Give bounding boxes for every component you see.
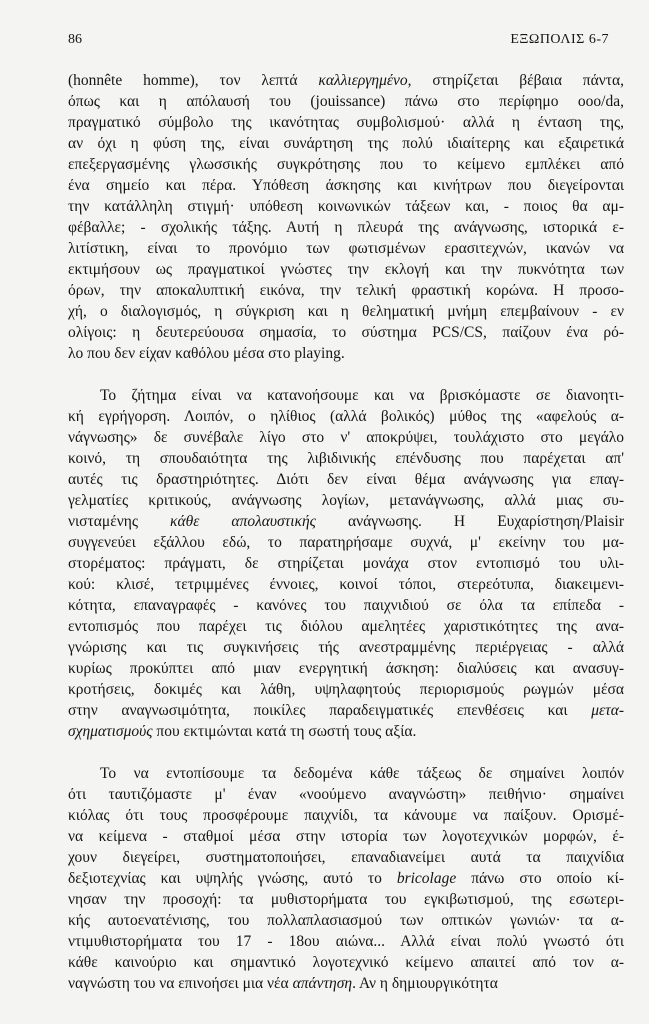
text-run: χή, ο διαλογισμός, η σύγκριση και η θεληματική μνήμη επεμβαίνουν - εν (68, 303, 624, 320)
text-run: να κείμενα - σταθμοί μέσα στην ιστορία των λογοτεχνικών μορφών, έ- (68, 828, 624, 845)
text-run: όπως και η απόλαυσή του (jouissance) πάνω στο περίφημο ooo/da, (68, 93, 624, 110)
text-line (68, 553, 624, 574)
text-run: γνώρισης και τις συγκινήσεις τής ανεστραμμένης περιέργειας - αλλά (68, 639, 624, 656)
text-run: επεξεργασμένης γλωσσικής συγκρότησης που το κείμενο εμπλέκει από (68, 156, 624, 173)
text-run: την κατάλληλη στιγμή· υπόθεση κοινωνικών τάξεων και, - ποιος θα αμ- (68, 198, 624, 215)
paragraph-gap (68, 742, 624, 763)
text-line (68, 112, 624, 133)
text-run: συγγενεύει εξάλλου εδώ, το παρατηρήσαμε συχνά, μ' εκείνην του μα- (68, 534, 624, 551)
paragraph-gap (68, 364, 624, 385)
text-run: Το ζήτημα είναι να κατανοήσουμε και να βρισκόμαστε σε διανοητι- (100, 387, 624, 404)
text-run: στην αναγνωσιμότητα, ποικίλες παραδειγματικές επενθέσεις και (68, 702, 592, 719)
text-run: νάγνωσης» δε συνέβαλε λίγο στο ν' αποκρύψει, τουλάχιστο στο μεγάλο (68, 429, 624, 446)
text-line (68, 658, 624, 679)
text-line (68, 532, 624, 553)
text-line (68, 280, 624, 301)
text-run: ντιμυθιστορήματα του 17 - 18ου αιώνα... Αλλά είναι πολύ γνωστό ότι (68, 933, 624, 950)
text-line (68, 700, 624, 721)
text-run: ότι ταυτιζόμαστε μ' έναν «νοούμενο αναγνώστη» πειθήνιο· σημαίνει (68, 786, 624, 803)
text-run: Το να εντοπίσουμε τα δεδομένα κάθε τάξεως δε σημαίνει λοιπόν (100, 765, 624, 782)
italic-run: απάντηση (292, 975, 353, 992)
text-line (68, 196, 624, 217)
text-run: αυτές τις δραστηριότητες. Διότι δεν είναι θέμα ανάγνωσης για επαγ- (68, 471, 624, 488)
text-line (68, 511, 624, 532)
text-line (68, 427, 624, 448)
running-title: ΕΞΩΠΟΛΙΣ 6-7 (510, 32, 609, 47)
text-line (68, 154, 624, 175)
text-line (68, 175, 624, 196)
text-run: εντοπισμός που παρέχει τις διόλου αμελητέες χαριστικότητες της ανα- (68, 618, 624, 635)
paragraph (68, 70, 624, 364)
running-header (68, 32, 609, 52)
text-run: κροτήσεις, δοκιμές και λάθη, υψηλαφητούς περιορισμούς ρωγμών μέσα (68, 681, 624, 698)
text-line (68, 679, 624, 700)
text-line (68, 217, 624, 238)
text-line (68, 784, 624, 805)
text-run: κάθε καινούριο και σημαντικό λογοτεχνικό κείμενο απαιτεί από τον α- (68, 954, 624, 971)
text-run: ανάγνωσης. Η Ευχαρίστηση/Plaisir (315, 513, 624, 530)
text-line (68, 343, 624, 364)
text-run: κότητα, επαναγραφές - κανόνες του παιχνιδιού σε όλα τα επίπεδα - (68, 597, 624, 614)
text-line (68, 133, 624, 154)
text-run: που εκτιμώνται κατά τη σωστή τους αξία. (152, 723, 417, 740)
text-line (68, 469, 624, 490)
text-line (68, 238, 624, 259)
text-run: πάνω στο οποίο κί- (456, 870, 624, 887)
text-run: εκτιμήσουν ως πραγματικοί γνώστες την εκλογή και την πυκνότητα των (68, 261, 624, 278)
text-run: δεξιοτεχνίας και υψηλής γνώσης, αυτό το (68, 870, 397, 887)
text-line (68, 385, 624, 406)
text-run: κή εγρήγορση. Λοιπόν, ο ηλίθιος (αλλά βολικός) μύθος της «αφελούς α- (68, 408, 624, 425)
italic-run: μετα- (591, 702, 624, 719)
text-line (68, 805, 624, 826)
text-line (68, 826, 624, 847)
text-line (68, 721, 624, 742)
page-number: 86 (68, 32, 82, 47)
text-line (68, 973, 624, 994)
text-line (68, 637, 624, 658)
text-line (68, 595, 624, 616)
text-run: γελματίες κριτικούς, ανάγνωσης λογίων, μετανάγνωσης, αλλά μιας συ- (68, 492, 624, 509)
text-line (68, 259, 624, 280)
text-run: . Αν η δημιουργικότητα (352, 975, 498, 992)
text-run: κοινό, τη σπουδαιότητα της λιβιδινικής επένδυσης που παρέχεται απ' (68, 450, 624, 467)
italic-run: καλλιεργημένο (318, 72, 408, 89)
text-line (68, 616, 624, 637)
text-run: κού: κλισέ, τετριμμένες έννοιες, κοινοί τόποι, στερεότυπα, διακειμενι- (68, 576, 624, 593)
text-line (68, 763, 624, 784)
text-run: κυρίως προκύπτει από μιαν ενεργητική άσκηση: διαλύσεις και ανασυγ- (68, 660, 624, 677)
text-run: λιτίστικη, είναι το προνόμιο των φωτισμένων ερασιτεχνών, ικανών να (68, 240, 624, 257)
paragraph (68, 763, 624, 994)
text-run: ένα σημείο και πέρα. Υπόθεση άσκησης και κινήτρων που διεγείρονται (68, 177, 624, 194)
text-run: χουν διεγείρει, συστηματοποιήσει, επαναδιανείμει αυτά τα παιχνίδια (68, 849, 624, 866)
text-run: λο που δεν είχαν καθόλου μέσα στο playing. (68, 345, 345, 362)
body-text (68, 70, 624, 994)
text-run: νησαν την προσοχή: τα μυθιστορήματα του εγκιβωτισμού, της εσωτερι- (68, 891, 624, 908)
text-run: κιόλας ότι τους προσφέρουμε παιχνίδι, τα κάνουμε να παίξουν. Ορισμέ- (68, 807, 624, 824)
text-line (68, 847, 624, 868)
text-line (68, 322, 624, 343)
text-line (68, 889, 624, 910)
text-line (68, 868, 624, 889)
italic-run: κάθε απολαυστικής (170, 513, 316, 530)
text-run: στορέματος: πράγματι, δε στηρίζεται μονάχα στον εντοπισμό του υλι- (68, 555, 624, 572)
text-line (68, 490, 624, 511)
text-line (68, 931, 624, 952)
text-line (68, 574, 624, 595)
italic-run: bricolage (396, 870, 457, 887)
paragraph (68, 385, 624, 742)
text-run: , στηρίζεται βέβαια πάντα, (407, 72, 624, 89)
text-line (68, 301, 624, 322)
text-line (68, 406, 624, 427)
text-run: ναγνώστη του να επινοήσει μια νέα (68, 975, 293, 992)
text-line (68, 91, 624, 112)
text-line (68, 448, 624, 469)
text-run: φέβαλλε; - σχολικής τάξης. Αυτή η πλευρά της ανάγνωσης, ιστορικά ε- (68, 219, 624, 236)
text-run: ολίγοις: η δευτερεύουσα σημασία, το σύστημα PCS/CS, παίζουν ένα ρό- (68, 324, 624, 341)
text-run: πραγματικό σύμβολο της ικανότητας συμβολισμού· αλλά η ένταση της, (68, 114, 624, 131)
text-run: όρων, την αποκαλυπτική εικόνα, την τελική φραστική κορώνα. Η προσο- (68, 282, 624, 299)
italic-run: σχηματισμούς (68, 723, 153, 740)
text-run: νισταμένης (68, 513, 171, 530)
text-run: αν όχι η φύση της, είναι συνάρτηση της πολύ ιδιαίτερης και εξαιρετικά (68, 135, 624, 152)
text-line (68, 70, 624, 91)
text-line (68, 952, 624, 973)
text-line (68, 910, 624, 931)
text-run: κής αυτοενατένισης, του πολλαπλασιασμού των οπτικών γωνιών· τα α- (68, 912, 624, 929)
text-run: (honnête homme), τον λεπτά (68, 72, 319, 89)
